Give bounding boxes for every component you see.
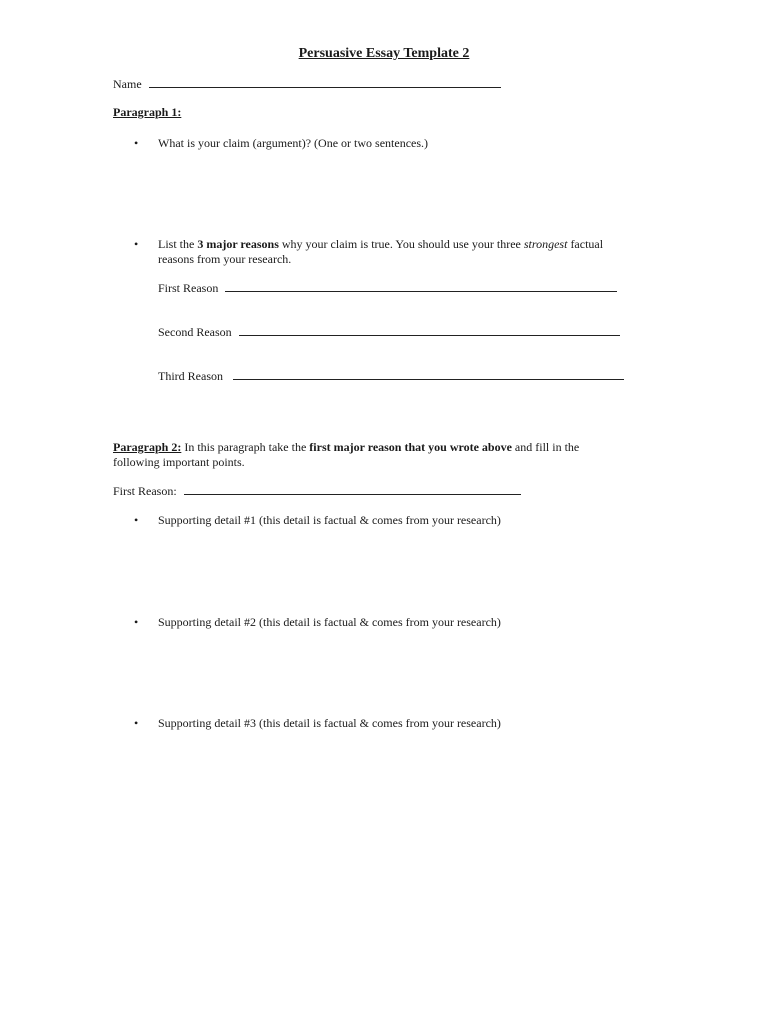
p2-first-reason-blank-line[interactable] <box>184 483 521 495</box>
reasons-prompt <box>158 237 638 252</box>
paragraph2-intro-bold: first major reason that you wrote above <box>309 440 512 454</box>
paragraph2-intro-text: and fill in the <box>511 440 580 454</box>
claim-prompt: What is your claim (argument)? (One or two sentences.) <box>158 136 429 150</box>
supporting-detail-1: Supporting detail #1 (this detail is factual & comes from your research) <box>158 513 501 527</box>
third-reason-field[interactable] <box>158 368 624 384</box>
name-field[interactable] <box>113 76 501 92</box>
third-reason-blank-line[interactable] <box>233 368 624 380</box>
second-reason-field[interactable] <box>158 324 620 340</box>
supporting-detail-2: Supporting detail #2 (this detail is factual & comes from your research) <box>158 615 501 629</box>
reasons-prompt-text: List the <box>158 237 198 251</box>
name-label: Name <box>113 77 142 91</box>
supporting-detail-3: Supporting detail #3 (this detail is factual & comes from your research) <box>158 716 501 730</box>
second-reason-label: Second Reason <box>158 325 232 339</box>
bullet-icon: • <box>134 136 139 150</box>
bullet-icon: • <box>134 237 139 251</box>
bullet-icon: • <box>134 615 139 629</box>
paragraph2-intro-line2: following important points. <box>113 455 245 469</box>
reasons-prompt-bold: 3 major reasons <box>197 237 279 251</box>
first-reason-blank-line[interactable] <box>225 280 617 292</box>
bullet-icon: • <box>134 716 139 730</box>
reasons-prompt-text: factual <box>567 237 604 251</box>
third-reason-label: Third Reason <box>158 369 223 383</box>
page-title: Persuasive Essay Template 2 <box>298 46 470 61</box>
paragraph1-heading: Paragraph 1: <box>113 105 182 119</box>
reasons-prompt-italic: strongest <box>523 237 568 251</box>
bullet-icon: • <box>134 513 139 527</box>
first-reason-field[interactable] <box>158 280 617 296</box>
second-reason-blank-line[interactable] <box>239 324 620 336</box>
p2-first-reason-label: First Reason: <box>113 484 177 498</box>
paragraph2-heading: Paragraph 2: <box>113 440 182 454</box>
paragraph2-intro <box>113 440 633 455</box>
reasons-prompt-line2: reasons from your research. <box>158 252 292 266</box>
p2-first-reason-field[interactable] <box>113 483 521 499</box>
first-reason-label: First Reason <box>158 281 219 295</box>
paragraph2-intro-text: In this paragraph take the <box>181 440 310 454</box>
name-blank-line[interactable] <box>149 76 501 88</box>
reasons-prompt-text: why your claim is true. You should use your three <box>278 237 524 251</box>
